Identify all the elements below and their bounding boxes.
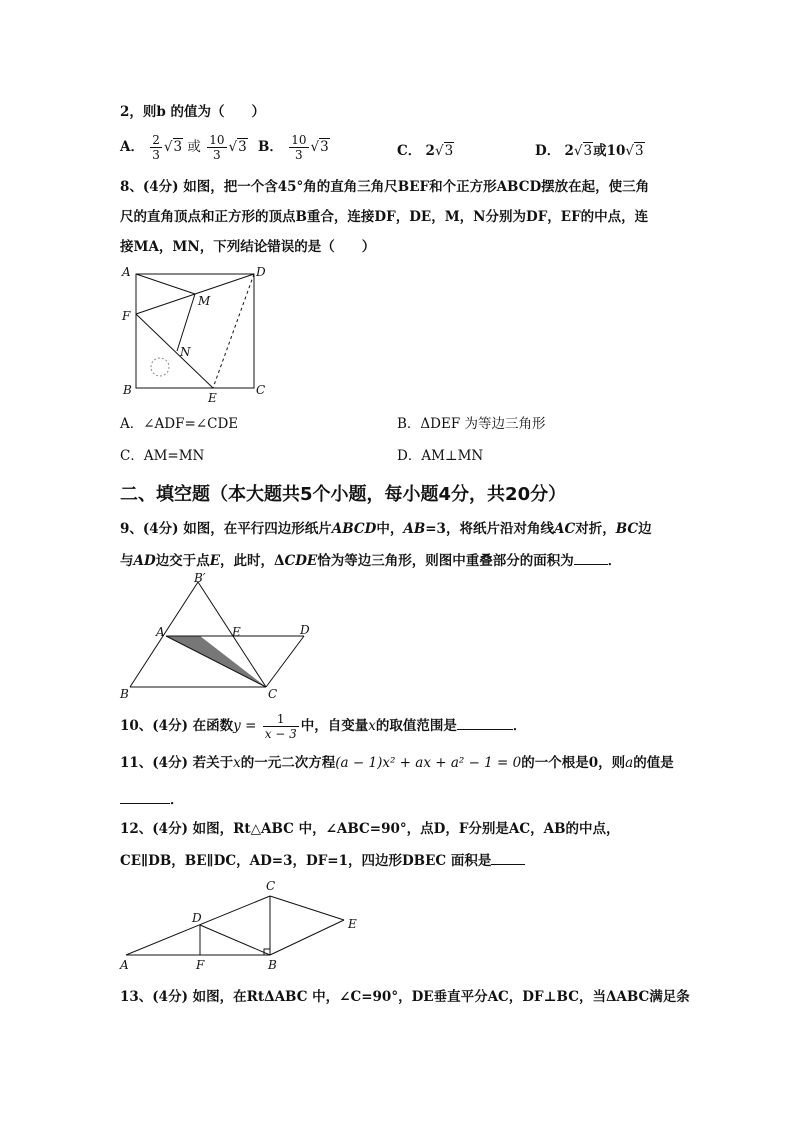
q8-label-d: D xyxy=(256,265,266,279)
q9-line-1: 9、(4分) 如图，在平行四边形纸片ABCD中，AB=3，将纸片沿对角线AC对折，BC边 xyxy=(120,521,652,537)
q8-label-e: E xyxy=(208,391,217,405)
q9-label-bprime: B′ xyxy=(194,571,206,585)
q7-a-fraction-2: $\frac{10}{3}$ xyxy=(209,133,225,162)
q9-label-d: D xyxy=(300,623,310,637)
q8-line-3: 接MA，MN，下列结论错误的是（ ） xyxy=(120,239,376,255)
q12-label-f: F xyxy=(196,958,205,972)
q11-line-2: ． xyxy=(120,789,184,810)
q8-line-1: 8、(4分) 如图，把一个含45°角的直角三角尺BEF和个正方形ABCD摆放在起，使三角 xyxy=(120,179,650,195)
q8-option-b: B．ΔDEF 为等边三角形 xyxy=(397,416,546,432)
q7-option-a: A． $\frac{2}{3}$ √3 或 $\frac{10}{3}$ √3 xyxy=(120,133,247,162)
q12-label-c: C xyxy=(266,879,276,893)
q12-label-e: E xyxy=(348,917,357,931)
q13-line-1: 13、(4分) 如图，在RtΔABC 中，∠C=90°，DE垂直平分AC，DF⊥BC，当ΔABC满足条 xyxy=(120,989,690,1005)
q8-option-d: D．AM⊥MN xyxy=(397,448,484,464)
q7-b-fraction: $\frac{10}{3}$ xyxy=(291,133,307,162)
q10-answer-blank[interactable] xyxy=(457,715,513,730)
q8-label-b: B xyxy=(123,383,132,397)
q8-label-f: F xyxy=(122,309,131,323)
q9-figure-parallelogram xyxy=(118,570,328,700)
q7-a-fraction-1: $\frac{2}{3}$ xyxy=(152,133,160,162)
section-2-title: 二、填空题（本大题共5个小题，每小题4分，共20分） xyxy=(120,484,567,505)
q8-figure-square xyxy=(118,262,278,404)
q10-line: 10、(4分) 在函数y = $\frac{1}{x - 3}$ 中，自变量x的取值范围是 ． xyxy=(120,712,527,741)
q12-label-b: B xyxy=(268,958,277,972)
q11-answer-blank[interactable] xyxy=(120,789,170,804)
q9-label-c: C xyxy=(268,687,278,701)
q9-line-2: 与AD边交于点E，此时，ΔCDE恰为等边三角形，则图中重叠部分的面积为 ． xyxy=(120,550,621,571)
q12-label-d: D xyxy=(192,911,202,925)
q8-label-n: N xyxy=(180,345,191,359)
q8-option-a: A．∠ADF=∠CDE xyxy=(120,416,239,432)
q8-label-c: C xyxy=(256,383,266,397)
q12-figure xyxy=(118,878,368,973)
q12-answer-blank[interactable] xyxy=(491,850,525,865)
q8-option-c: C．AM=MN xyxy=(120,448,205,464)
q10-fraction: $\frac{1}{x - 3}$ xyxy=(264,712,297,741)
q9-label-e: E xyxy=(232,625,241,639)
q7-option-c: C． 2√3 xyxy=(397,143,454,159)
q11-equation: (a − 1)x² + ax + a² − 1 = 0 xyxy=(335,755,522,771)
q12-line-1: 12、(4分) 如图，Rt△ABC 中，∠ABC=90°，点D，F分别是AC，AB的中点， xyxy=(120,821,620,837)
q7-stem-tail: 2，则b 的值为（ ） xyxy=(120,104,266,120)
q9-label-b: B xyxy=(120,687,129,701)
q8-line-2: 尺的直角顶点和正方形的顶点B重合，连接DF，DE，M，N分别为DF，EF的中点，连 xyxy=(120,209,649,225)
q7-option-b: B． $\frac{10}{3}$ √3 xyxy=(258,133,329,162)
q12-label-a: A xyxy=(120,958,129,972)
q12-line-2: CE∥DB，BE∥DC，AD=3，DF=1，四边形DBEC 面积是 xyxy=(120,850,525,871)
q7-option-d: D． 2√3或10√3 xyxy=(535,143,644,159)
q8-label-a: A xyxy=(122,265,131,279)
q11-line-1: 11、(4分) 若关于x的一元二次方程(a − 1)x² + ax + a² − 1 = 0的一个根是0，则a的值是 xyxy=(120,755,674,771)
q9-label-a: A xyxy=(156,625,165,639)
q8-label-m: M xyxy=(198,294,211,308)
q9-answer-blank[interactable] xyxy=(574,550,608,565)
